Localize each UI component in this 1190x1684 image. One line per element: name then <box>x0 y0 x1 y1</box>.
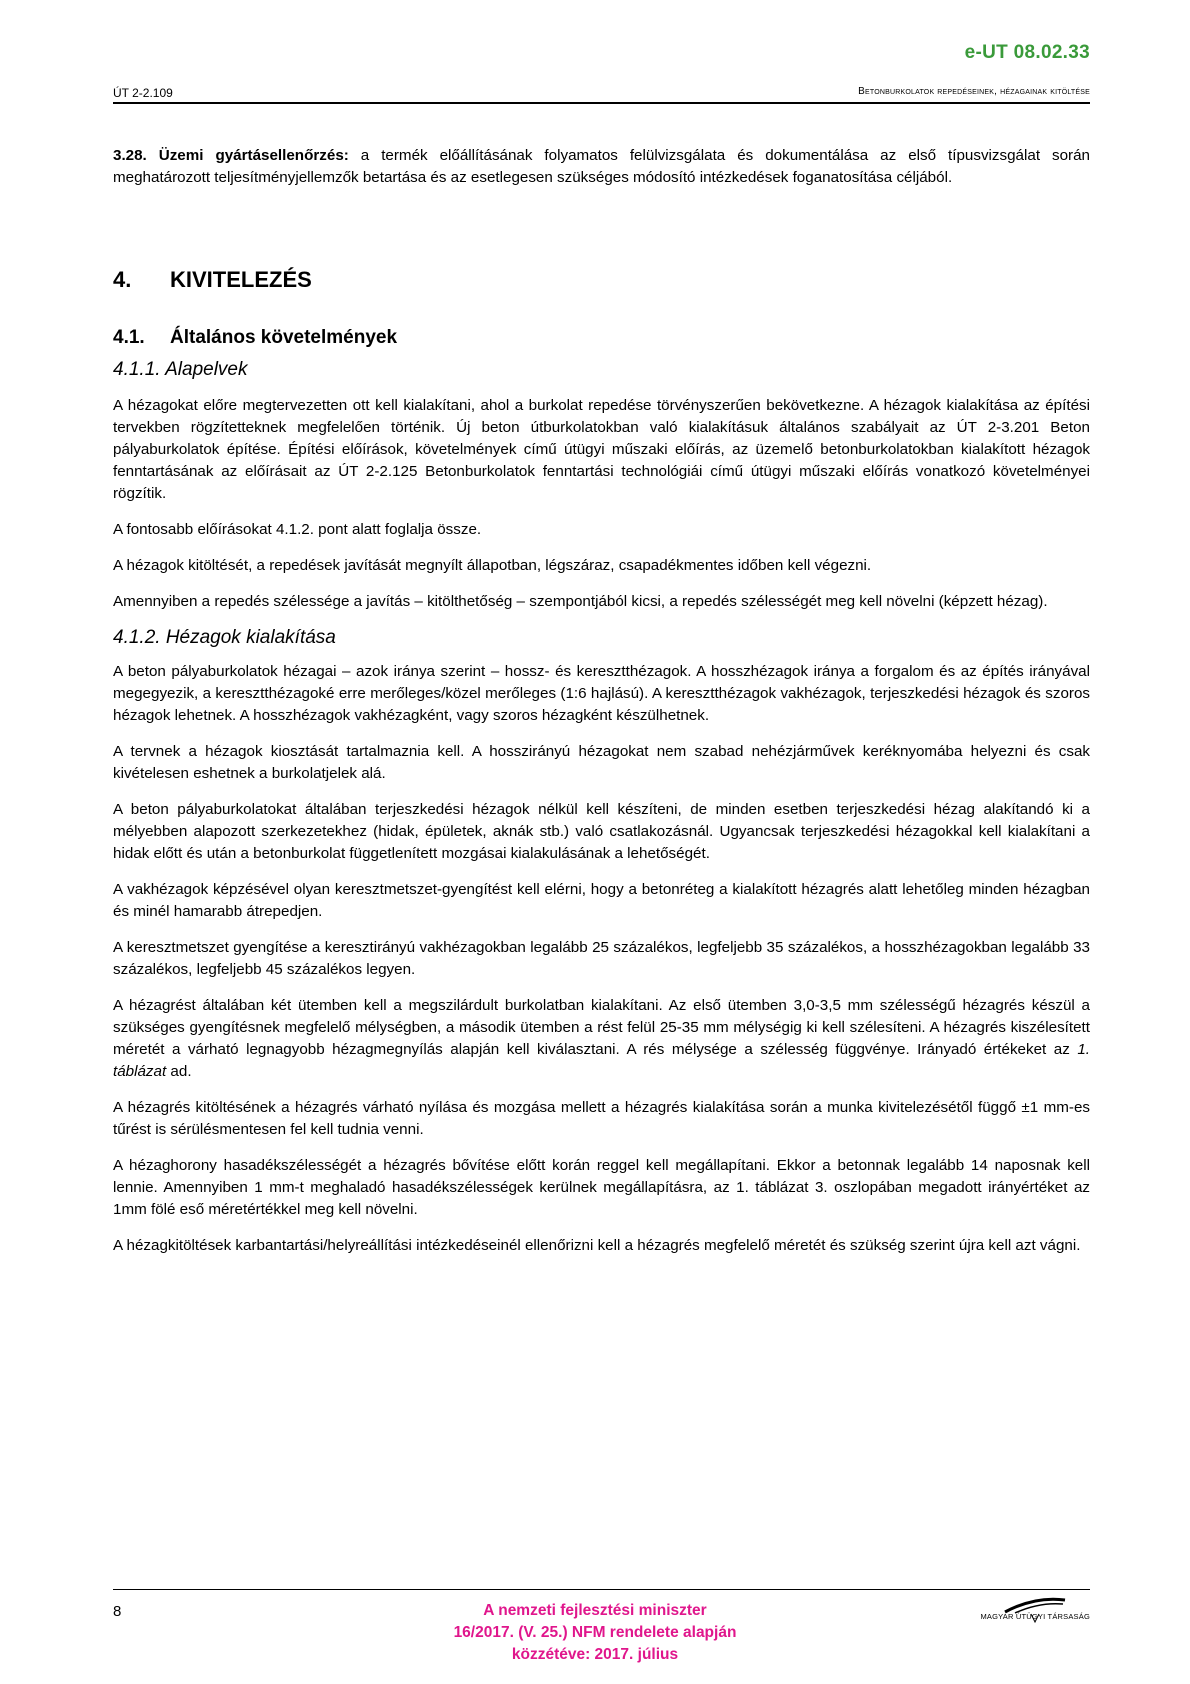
paragraph: A keresztmetszet gyengítése a keresztirányú vakhézagokban legalább 25 százalékos, legfeljebb 35 százalékos, a hosszhézagokban legalább 33 százalékos, legfeljebb 45 százalékos legyen. <box>113 939 1090 978</box>
section-number: 4.1. <box>113 327 145 348</box>
publication-line: A nemzeti fejlesztési miniszter <box>483 1602 707 1619</box>
paragraph <box>113 995 1090 1083</box>
paragraph: A hézaghorony hasadékszélességét a hézagrés bővítése előtt korán reggel kell megállapítani. Ekkor a betonnak legalább 14 naposnak kell lennie. Amennyiben 1 mm-t meghaladó hasadékszélességek kerülnek megállapításra, az 1. táblázat 3. oszlopában megadott irányértéket az 1mm fölé eső méretértékkel meg kell növelni. <box>113 1157 1090 1218</box>
publication-note <box>395 1600 795 1666</box>
paragraph: A fontosabb előírásokat 4.1.2. pont alatt foglalja össze. <box>113 521 482 538</box>
paragraph: A tervnek a hézagok kiosztását tartalmaznia kell. A hosszirányú hézagokat nem szabad nehézjárművek keréknyomába helyezni és csak kivételesen eshetnek a burkolatjelek alá. <box>113 743 1090 782</box>
publication-line: 16/2017. (V. 25.) NFM rendelete alapján <box>453 1624 737 1641</box>
definition-paragraph <box>113 145 1090 189</box>
definition-term: 3.28. Üzemi gyártásellenőrzés: <box>113 147 349 164</box>
chapter-number: 4. <box>113 267 132 292</box>
page-body <box>113 145 1090 1271</box>
subsection-heading: 4.1.1. Alapelvek <box>113 359 248 380</box>
section-heading <box>113 327 1090 349</box>
paragraph: A hézagkitöltések karbantartási/helyreállítási intézkedéseinél ellenőrizni kell a hézagrés megfelelő méretét és szükség szerint újra kell azt vágni. <box>113 1237 1081 1254</box>
chapter-title: KIVITELEZÉS <box>170 267 312 292</box>
paragraph: A hézagrés kitöltésének a hézagrés várható nyílása és mozgása mellett a hézagrés kialakítása során a munka kivitelezésétől függő ±1 mm-es tűrést is sérülésmentesen fel kell tudnia venni. <box>113 1099 1090 1138</box>
publication-line: közzétéve: 2017. július <box>511 1646 679 1663</box>
paragraph: A beton pályaburkolatok hézagai – azok iránya szerint – hossz- és keresztthézagok. A hosszhézagok iránya a forgalom és az építés irányával megegyezik, a keresztthézagoké erre merőleges/közel merőleges (1:6 hajlású). A keresztthézagok vakhézagok, terjeszkedési hézagok és szoros hézagok lehetnek. A hosszhézagok vakhézagként, vagy szoros hézagként készülhetnek. <box>113 663 1090 724</box>
paragraph: A vakhézagok képzésével olyan keresztmetszet-gyengítést kell elérni, hogy a betonréteg a kialakított hézagrés alatt lehetőleg minden hézagban és minél hamarabb átrepedjen. <box>113 881 1090 920</box>
header-divider <box>113 102 1090 104</box>
paragraph-text: ad. <box>166 1063 192 1080</box>
paragraph: A beton pályaburkolatokat általában terjeszkedési hézagok nélkül kell készíteni, de minden esetben terjeszkedési hézag alakítandó ki a mélyebben alapozott szerkezetekhez (hidak, épületek, aknák stb.) való csatlakozásnál. Ugyancsak terjeszkedési hézagokkal kell kialakítani a hidak előtt és után a betonburkolat függetlenített mozgásai kialakulásának a lehetőségét. <box>113 801 1090 862</box>
section-title: Általános követelmények <box>170 327 398 348</box>
paragraph-text: A hézagrést általában két ütemben kell a megszilárdult burkolatban kialakítani. Az első ütemben 3,0-3,5 mm szélességű hézagrés készül a szükséges gyengítésnek megfelelő mélységben, a második ütemben a rést felül 25-35 mm mélységig ki kell szélesíteni. A hézagrés kiszélesített méretét a várható legnagyobb hézagmegnyílás alapján kell kiválasztani. A rés mélysége a szélesség függvénye. Irányadó értékeket az <box>113 997 1090 1058</box>
definition-text: a termék előállításának folyamatos felülvizsgálata és dokumentálása az első típusvizsgálat során meghatározott teljesítményjellemzők betartása és az esetlegesen szükséges módosító intézkedések foganatosítása céljából. <box>113 147 1090 186</box>
paragraph: A hézagok kitöltését, a repedések javítását megnyílt állapotban, légszáraz, csapadékmentes időben kell végezni. <box>113 557 872 574</box>
chapter-heading <box>113 269 1090 291</box>
subsection-heading: 4.1.2. Hézagok kialakítása <box>113 627 336 648</box>
publisher-name: MAGYAR ÚTÜGYI TÁRSASÁG <box>980 1612 1090 1621</box>
footer-divider <box>113 1589 1090 1590</box>
paragraph: A hézagokat előre megtervezetten ott kell kialakítani, ahol a burkolat repedése törvényszerűen bekövetkezne. A hézagok kialakítása az építési tervekben rögzítetteknek megfelelően történik. Új beton útburkolatokban való kialakításuk általános szabályait az ÚT 2-3.201 Beton pályaburkolatok építése. Építési előírások, követelmények című útügyi műszaki előírás, az üzemelő betonburkolatokban kialakított hézagok fenntartásának az előírásait az ÚT 2-2.125 Betonburkolatok fenntartási technológiái című útügyi műszaki előírás vonatkozó követelményei rögzítik. <box>113 397 1090 502</box>
standard-id: ÚT 2-2.109 <box>113 86 173 100</box>
paragraph: Amennyiben a repedés szélessége a javítás – kitölthetőség – szempontjából kicsi, a repedés szélességét meg kell növelni (képzett hézag). <box>113 593 1048 610</box>
document-code: e-UT 08.02.33 <box>964 42 1090 63</box>
running-title: Betonburkolatok repedéseinek, hézagainak kitöltése <box>858 86 1090 97</box>
page-number: 8 <box>113 1603 122 1620</box>
table-reference: 1. táblázat <box>113 1041 1090 1080</box>
